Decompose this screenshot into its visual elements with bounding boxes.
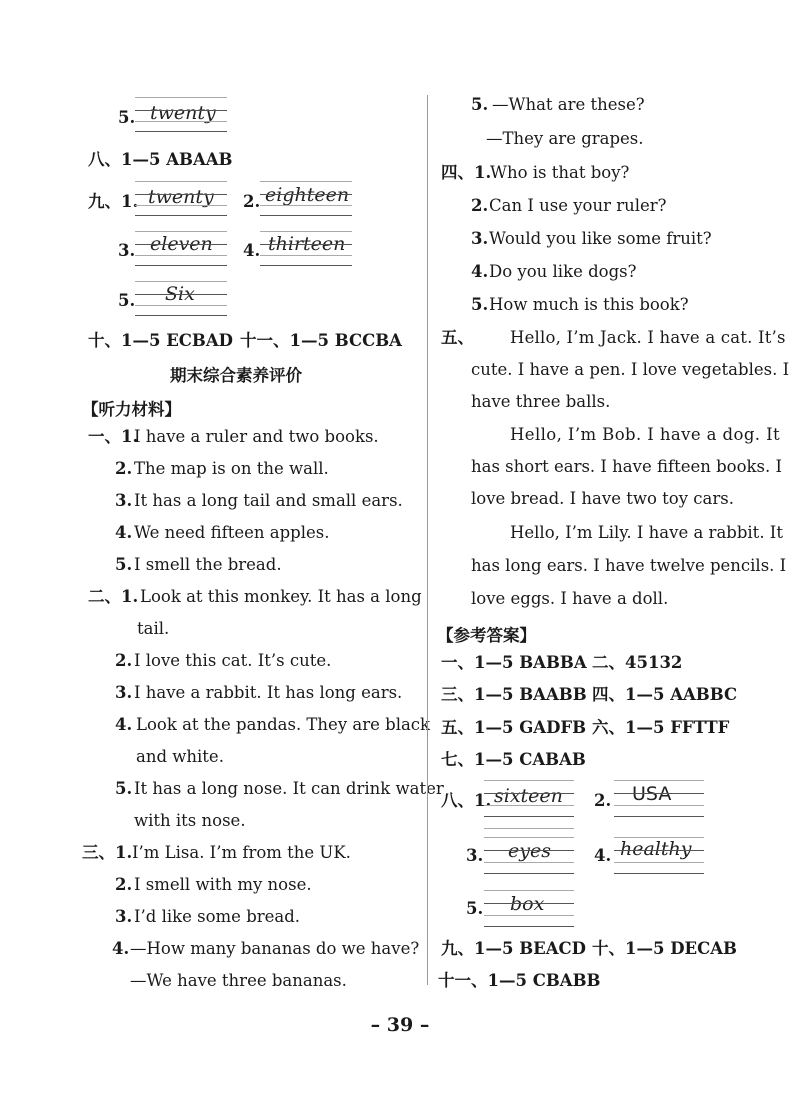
answer-7: 七、1—5 CABAB: [441, 750, 586, 769]
answer-8-3-number: 3.: [466, 846, 484, 865]
writing-line: [135, 294, 227, 295]
sec2-item-5b: with its nose.: [134, 811, 246, 830]
writing-line: [484, 873, 574, 874]
passage-jack-3: have three balls.: [471, 392, 611, 411]
sec4-num-4: 4.: [471, 262, 489, 281]
answer-8-2-number: 2.: [594, 791, 612, 810]
writing-line: [260, 244, 352, 245]
left-q9-4-number: 4.: [243, 241, 261, 260]
left-q8-answers: 八、1—5 ABAAB: [88, 150, 233, 169]
writing-line: [484, 816, 574, 817]
writing-line: [260, 205, 352, 206]
writing-line: [135, 244, 227, 245]
writing-line: [135, 121, 227, 122]
sec2-item-4a: Look at the pandas. They are black: [136, 715, 431, 734]
left-q11-answers: 十一、1—5 BCCBA: [240, 331, 402, 350]
sec2-label: 二、1.: [88, 587, 139, 606]
writing-line: [614, 850, 704, 851]
sec3-num-3: 3.: [115, 907, 133, 926]
sec1-num-2: 2.: [115, 459, 133, 478]
answer-8-3: eyes: [508, 840, 551, 862]
writing-line: [135, 265, 227, 266]
answers-header: 【参考答案】: [437, 626, 536, 645]
writing-line: [484, 915, 574, 916]
sec3-label: 三、1.: [82, 843, 133, 862]
writing-line: [135, 281, 227, 282]
writing-line: [484, 793, 574, 794]
answer-8-5-number: 5.: [466, 899, 484, 918]
sec1-item-1: I have a ruler and two books.: [134, 427, 379, 446]
sec3-item-4a: —How many bananas do we have?: [130, 939, 420, 958]
writing-line: [260, 181, 352, 182]
sec1-item-5: I smell the bread.: [134, 555, 282, 574]
writing-line: [614, 805, 704, 806]
sec4-num-5: 5.: [471, 295, 489, 314]
sec5-label: 五、: [441, 328, 474, 347]
listening-header: 【听力材料】: [82, 400, 181, 419]
sec4-item-2: Can I use your ruler?: [489, 196, 667, 215]
writing-line: [614, 816, 704, 817]
writing-line: [484, 903, 574, 904]
writing-line: [614, 873, 704, 874]
sec1-num-3: 3.: [115, 491, 133, 510]
left-q5-number: 5.: [118, 108, 136, 127]
writing-line: [484, 890, 574, 891]
sec1-item-4: We need fifteen apples.: [134, 523, 330, 542]
right-item-5b: —They are grapes.: [486, 129, 644, 148]
writing-line: [260, 215, 352, 216]
passage-jack-1: Hello, I’m Jack. I have a cat. It’s: [510, 328, 786, 347]
writing-line: [135, 305, 227, 306]
left-q9-5-answer: Six: [165, 283, 195, 305]
sec4-item-1: Who is that boy?: [490, 163, 630, 182]
writing-line: [484, 862, 574, 863]
sec2-num-5: 5.: [115, 779, 133, 798]
writing-line: [484, 850, 574, 851]
answer-4: 四、1—5 AABBC: [592, 685, 738, 704]
answer-5: 五、1—5 GADFB: [441, 718, 587, 737]
answer-6: 六、1—5 FFTTF: [592, 718, 730, 737]
left-q9-3-number: 3.: [118, 241, 136, 260]
left-q9-3-answer: eleven: [150, 233, 213, 255]
sec4-item-3: Would you like some fruit?: [489, 229, 712, 248]
sec4-label: 四、1.: [441, 163, 492, 182]
writing-line: [135, 131, 227, 132]
sec4-num-2: 2.: [471, 196, 489, 215]
writing-line: [484, 805, 574, 806]
sec3-item-2: I smell with my nose.: [134, 875, 312, 894]
sec3-item-4b: —We have three bananas.: [130, 971, 347, 990]
exam-title: 期末综合素养评价: [170, 366, 302, 385]
answer-8-4-number: 4.: [594, 846, 612, 865]
sec2-item-5a: It has a long nose. It can drink water: [134, 779, 444, 798]
sec2-num-4: 4.: [115, 715, 133, 734]
writing-line: [135, 315, 227, 316]
passage-lily-3: love eggs. I have a doll.: [471, 589, 669, 608]
answer-8-label: 八、1.: [441, 791, 492, 810]
writing-line: [614, 837, 704, 838]
passage-lily-2: has long ears. I have twelve pencils. I: [471, 556, 787, 575]
writing-line: [135, 231, 227, 232]
writing-line: [484, 926, 574, 927]
answer-1: 一、1—5 BABBA: [441, 653, 587, 672]
writing-line: [614, 780, 704, 781]
passage-bob-1: Hello, I’m Bob. I have a dog. It: [510, 425, 781, 444]
left-q5-answer: twenty: [150, 102, 216, 124]
writing-line: [260, 231, 352, 232]
left-q9-5-number: 5.: [118, 291, 136, 310]
right-item-5a: —What are these?: [492, 95, 645, 114]
page-number: – 39 –: [370, 1014, 430, 1036]
writing-line: [135, 194, 227, 195]
sec3-num-2: 2.: [115, 875, 133, 894]
passage-lily-1: Hello, I’m Lily. I have a rabbit. It: [510, 523, 783, 542]
left-q10-answers: 十、1—5 ECBAD: [88, 331, 233, 350]
writing-line: [135, 205, 227, 206]
sec1-num-5: 5.: [115, 555, 133, 574]
sec2-item-1a: Look at this monkey. It has a long: [140, 587, 422, 606]
sec2-num-3: 3.: [115, 683, 133, 702]
left-q9-2-answer: eighteen: [265, 184, 350, 206]
writing-line: [260, 265, 352, 266]
writing-line: [135, 255, 227, 256]
sec2-item-2: I love this cat. It’s cute.: [134, 651, 332, 670]
passage-bob-2: has short ears. I have fifteen books. I: [471, 457, 783, 476]
sec4-num-3: 3.: [471, 229, 489, 248]
column-divider: [427, 95, 428, 985]
left-q9-1-answer: twenty: [148, 186, 214, 208]
answer-10: 十、1—5 DECAB: [592, 939, 737, 958]
answer-8-2: USA: [632, 783, 672, 805]
sec3-item-3: I’d like some bread.: [134, 907, 301, 926]
writing-line: [484, 837, 574, 838]
sec2-item-1b: tail.: [137, 619, 170, 638]
right-num-5: 5.: [471, 95, 489, 114]
writing-line: [484, 828, 574, 829]
sec4-item-4: Do you like dogs?: [489, 262, 637, 281]
writing-line: [614, 862, 704, 863]
left-q9-2-number: 2.: [243, 192, 261, 211]
passage-bob-3: love bread. I have two toy cars.: [471, 489, 734, 508]
writing-line: [135, 215, 227, 216]
sec2-item-4b: and white.: [136, 747, 224, 766]
writing-line: [614, 793, 704, 794]
sec3-num-4: 4.: [112, 939, 130, 958]
sec1-label: 一、1.: [88, 427, 139, 446]
left-q9-label: 九、1.: [88, 192, 139, 211]
sec2-item-3: I have a rabbit. It has long ears.: [134, 683, 403, 702]
answer-3: 三、1—5 BAABB: [441, 685, 587, 704]
writing-line: [260, 255, 352, 256]
writing-line: [135, 97, 227, 98]
sec4-item-5: How much is this book?: [489, 295, 689, 314]
sec2-num-2: 2.: [115, 651, 133, 670]
sec1-item-2: The map is on the wall.: [134, 459, 329, 478]
left-q9-4-answer: thirteen: [268, 233, 346, 255]
answer-8-1: sixteen: [494, 785, 563, 807]
writing-line: [260, 194, 352, 195]
sec3-item-1: I’m Lisa. I’m from the UK.: [132, 843, 351, 862]
answer-9: 九、1—5 BEACD: [441, 939, 586, 958]
writing-line: [135, 181, 227, 182]
answer-8-4: healthy: [620, 838, 692, 860]
answer-8-5: box: [510, 893, 545, 915]
writing-line: [484, 780, 574, 781]
sec1-num-4: 4.: [115, 523, 133, 542]
passage-jack-2: cute. I have a pen. I love vegetables. I: [471, 360, 790, 379]
sec1-item-3: It has a long tail and small ears.: [134, 491, 403, 510]
writing-line: [135, 110, 227, 111]
answer-2: 二、45132: [592, 653, 683, 672]
answer-11: 十一、1—5 CBABB: [438, 971, 601, 990]
